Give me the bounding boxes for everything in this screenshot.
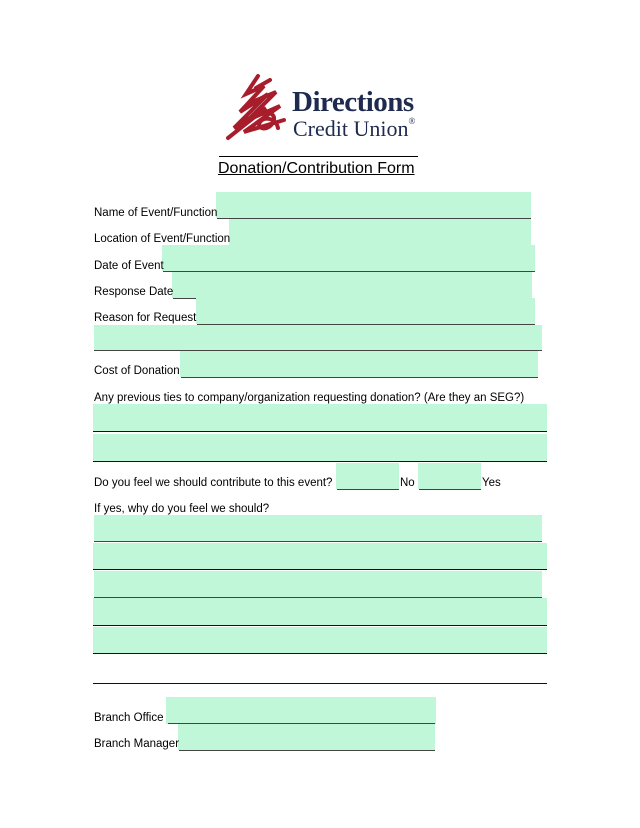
why-answer-line-4 — [93, 625, 547, 626]
event-name-field[interactable] — [216, 192, 531, 218]
location-field[interactable] — [229, 219, 531, 245]
response-date-field[interactable] — [172, 272, 532, 298]
why-answer-field-3[interactable] — [94, 571, 542, 597]
reason-label: Reason for Request — [94, 312, 197, 324]
branch-manager-field[interactable] — [178, 724, 435, 750]
branch-office-field[interactable] — [166, 697, 436, 724]
no-label: No — [400, 477, 415, 489]
ties-answer-field-2[interactable] — [93, 434, 547, 461]
event-name-label: Name of Event/Function — [94, 207, 218, 219]
yes-field[interactable] — [418, 463, 481, 489]
ties-question: Any previous ties to company/organization requesting donation? (Are they an SEG?) — [94, 392, 525, 404]
date-field[interactable] — [162, 245, 535, 271]
logo-text-line1: Directions — [292, 86, 414, 118]
why-answer-line-1 — [94, 541, 542, 542]
branch-office-label: Branch Office — [94, 712, 164, 724]
no-field[interactable] — [336, 463, 399, 489]
branch-manager-underline — [179, 750, 435, 751]
logo-divider — [219, 156, 418, 157]
cost-label: Cost of Donation — [94, 365, 180, 377]
no-underline — [337, 489, 399, 490]
why-answer-line-5 — [93, 653, 547, 654]
logo — [218, 72, 428, 142]
date-label: Date of Event — [94, 260, 164, 272]
location-label: Location of Event/Function — [94, 233, 231, 245]
ties-answer-line-2 — [93, 461, 547, 462]
yes-underline — [419, 489, 481, 490]
reason-continuation-field[interactable] — [94, 325, 542, 351]
cost-field[interactable] — [180, 351, 538, 377]
reason-field[interactable] — [196, 298, 535, 324]
branch-manager-label: Branch Manager — [94, 738, 180, 750]
contribute-question: Do you feel we should contribute to this event? — [94, 477, 333, 489]
why-answer-field-2[interactable] — [93, 543, 547, 569]
yes-label: Yes — [482, 477, 501, 489]
why-answer-field-1[interactable] — [94, 515, 542, 541]
ties-answer-line-1 — [93, 431, 547, 432]
why-answer-field-5[interactable] — [93, 627, 547, 653]
logo-text-line2 — [293, 116, 415, 142]
cost-underline — [181, 377, 538, 378]
response-date-label: Response Date — [94, 286, 174, 298]
registered-mark: ® — [408, 116, 416, 126]
why-answer-line-6 — [93, 683, 547, 684]
why-answer-line-2 — [93, 569, 547, 570]
logo-line2-text: Credit Union — [293, 116, 409, 141]
ties-answer-field-1[interactable] — [93, 404, 547, 431]
why-answer-field-4[interactable] — [93, 598, 547, 625]
page-title: Donation/Contribution Form — [218, 160, 415, 177]
logo-scribble-icon — [218, 72, 298, 142]
why-question: If yes, why do you feel we should? — [94, 503, 270, 515]
